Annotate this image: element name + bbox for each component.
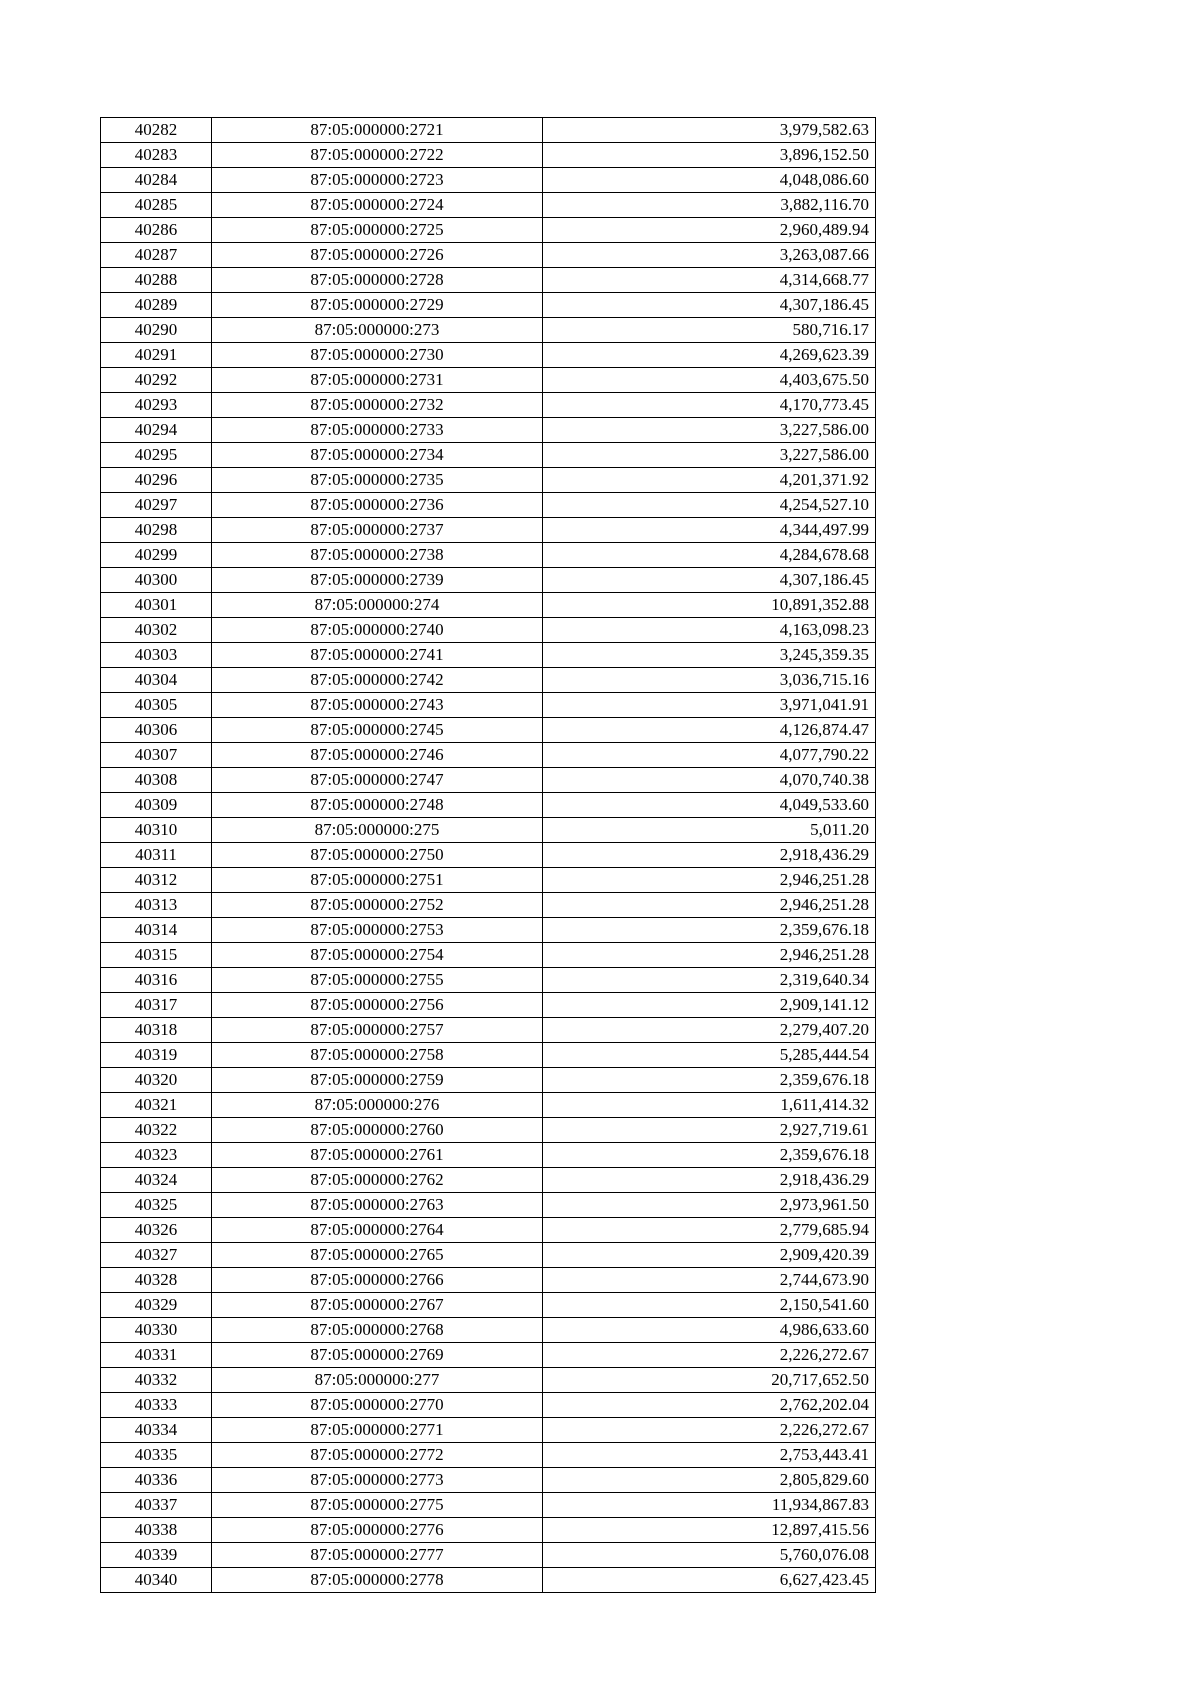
cadastral-number-cell: 87:05:000000:274 <box>212 593 543 618</box>
value-cell: 2,909,420.39 <box>543 1243 876 1268</box>
cadastral-number-cell: 87:05:000000:2745 <box>212 718 543 743</box>
row-number-cell: 40293 <box>101 393 212 418</box>
table-row <box>101 718 876 743</box>
value-cell: 5,285,444.54 <box>543 1043 876 1068</box>
table-row <box>101 918 876 943</box>
cadastral-number-cell: 87:05:000000:276 <box>212 1093 543 1118</box>
value-cell: 4,163,098.23 <box>543 618 876 643</box>
value-cell: 3,882,116.70 <box>543 193 876 218</box>
row-number-cell: 40304 <box>101 668 212 693</box>
table-row <box>101 218 876 243</box>
table-row <box>101 243 876 268</box>
row-number-cell: 40340 <box>101 1568 212 1593</box>
row-number-cell: 40308 <box>101 768 212 793</box>
table-row <box>101 318 876 343</box>
row-number-cell: 40292 <box>101 368 212 393</box>
row-number-cell: 40286 <box>101 218 212 243</box>
table-row <box>101 668 876 693</box>
value-cell: 3,263,087.66 <box>543 243 876 268</box>
value-cell: 4,201,371.92 <box>543 468 876 493</box>
cadastral-number-cell: 87:05:000000:2762 <box>212 1168 543 1193</box>
table-row <box>101 1018 876 1043</box>
cadastral-number-cell: 87:05:000000:2734 <box>212 443 543 468</box>
row-number-cell: 40309 <box>101 793 212 818</box>
table-row <box>101 1043 876 1068</box>
value-cell: 4,344,497.99 <box>543 518 876 543</box>
value-cell: 4,314,668.77 <box>543 268 876 293</box>
table-row <box>101 1568 876 1593</box>
cadastral-number-cell: 87:05:000000:2773 <box>212 1468 543 1493</box>
cadastral-number-cell: 87:05:000000:2750 <box>212 843 543 868</box>
value-cell: 1,611,414.32 <box>543 1093 876 1118</box>
row-number-cell: 40327 <box>101 1243 212 1268</box>
cadastral-number-cell: 87:05:000000:2751 <box>212 868 543 893</box>
row-number-cell: 40313 <box>101 893 212 918</box>
value-cell: 2,779,685.94 <box>543 1218 876 1243</box>
value-cell: 2,226,272.67 <box>543 1418 876 1443</box>
value-cell: 3,227,586.00 <box>543 443 876 468</box>
table-row <box>101 368 876 393</box>
table-row <box>101 193 876 218</box>
row-number-cell: 40296 <box>101 468 212 493</box>
table-body <box>101 118 876 1593</box>
value-cell: 2,319,640.34 <box>543 968 876 993</box>
table-row <box>101 1518 876 1543</box>
table-row <box>101 893 876 918</box>
value-cell: 2,226,272.67 <box>543 1343 876 1368</box>
table-row <box>101 1168 876 1193</box>
value-cell: 2,927,719.61 <box>543 1118 876 1143</box>
table-row <box>101 1418 876 1443</box>
row-number-cell: 40325 <box>101 1193 212 1218</box>
row-number-cell: 40305 <box>101 693 212 718</box>
table-row <box>101 518 876 543</box>
cadastral-number-cell: 87:05:000000:2754 <box>212 943 543 968</box>
row-number-cell: 40336 <box>101 1468 212 1493</box>
value-cell: 20,717,652.50 <box>543 1368 876 1393</box>
value-cell: 6,627,423.45 <box>543 1568 876 1593</box>
value-cell: 4,284,678.68 <box>543 543 876 568</box>
table-row <box>101 1468 876 1493</box>
cadastral-number-cell: 87:05:000000:2746 <box>212 743 543 768</box>
value-cell: 2,744,673.90 <box>543 1268 876 1293</box>
row-number-cell: 40306 <box>101 718 212 743</box>
cadastral-number-cell: 87:05:000000:2721 <box>212 118 543 143</box>
cadastral-number-cell: 87:05:000000:2725 <box>212 218 543 243</box>
value-cell: 5,011.20 <box>543 818 876 843</box>
value-cell: 4,986,633.60 <box>543 1318 876 1343</box>
cadastral-number-cell: 87:05:000000:2735 <box>212 468 543 493</box>
value-cell: 2,946,251.28 <box>543 943 876 968</box>
table-row <box>101 1343 876 1368</box>
table-row <box>101 843 876 868</box>
cadastral-number-cell: 87:05:000000:277 <box>212 1368 543 1393</box>
cadastral-number-cell: 87:05:000000:2772 <box>212 1443 543 1468</box>
value-cell: 2,918,436.29 <box>543 843 876 868</box>
value-cell: 4,048,086.60 <box>543 168 876 193</box>
value-cell: 2,762,202.04 <box>543 1393 876 1418</box>
table-row <box>101 1193 876 1218</box>
cadastral-number-cell: 87:05:000000:2775 <box>212 1493 543 1518</box>
value-cell: 2,753,443.41 <box>543 1443 876 1468</box>
row-number-cell: 40314 <box>101 918 212 943</box>
cadastral-number-cell: 87:05:000000:2739 <box>212 568 543 593</box>
row-number-cell: 40298 <box>101 518 212 543</box>
row-number-cell: 40290 <box>101 318 212 343</box>
table-row <box>101 1093 876 1118</box>
cadastral-number-cell: 87:05:000000:2776 <box>212 1518 543 1543</box>
cadastral-number-cell: 87:05:000000:2740 <box>212 618 543 643</box>
cadastral-number-cell: 87:05:000000:2753 <box>212 918 543 943</box>
value-cell: 2,909,141.12 <box>543 993 876 1018</box>
value-cell: 3,245,359.35 <box>543 643 876 668</box>
cadastral-number-cell: 87:05:000000:2778 <box>212 1568 543 1593</box>
cadastral-number-cell: 87:05:000000:2743 <box>212 693 543 718</box>
cadastral-number-cell: 87:05:000000:2757 <box>212 1018 543 1043</box>
value-cell: 4,126,874.47 <box>543 718 876 743</box>
table-row <box>101 643 876 668</box>
cadastral-number-cell: 87:05:000000:2752 <box>212 893 543 918</box>
table-row <box>101 543 876 568</box>
row-number-cell: 40330 <box>101 1318 212 1343</box>
table-row <box>101 1068 876 1093</box>
cadastral-number-cell: 87:05:000000:2759 <box>212 1068 543 1093</box>
row-number-cell: 40331 <box>101 1343 212 1368</box>
row-number-cell: 40316 <box>101 968 212 993</box>
value-cell: 4,254,527.10 <box>543 493 876 518</box>
table-row <box>101 593 876 618</box>
table-row <box>101 943 876 968</box>
row-number-cell: 40289 <box>101 293 212 318</box>
value-cell: 4,307,186.45 <box>543 568 876 593</box>
row-number-cell: 40287 <box>101 243 212 268</box>
value-cell: 2,918,436.29 <box>543 1168 876 1193</box>
row-number-cell: 40329 <box>101 1293 212 1318</box>
cadastral-number-cell: 87:05:000000:2755 <box>212 968 543 993</box>
table-row <box>101 1368 876 1393</box>
row-number-cell: 40307 <box>101 743 212 768</box>
table-row <box>101 768 876 793</box>
table-row <box>101 693 876 718</box>
value-cell: 3,971,041.91 <box>543 693 876 718</box>
cadastral-number-cell: 87:05:000000:2765 <box>212 1243 543 1268</box>
row-number-cell: 40318 <box>101 1018 212 1043</box>
value-cell: 4,269,623.39 <box>543 343 876 368</box>
row-number-cell: 40323 <box>101 1143 212 1168</box>
table-row <box>101 1543 876 1568</box>
row-number-cell: 40302 <box>101 618 212 643</box>
row-number-cell: 40300 <box>101 568 212 593</box>
row-number-cell: 40321 <box>101 1093 212 1118</box>
table-row <box>101 143 876 168</box>
value-cell: 4,070,740.38 <box>543 768 876 793</box>
table-row <box>101 1218 876 1243</box>
cadastral-number-cell: 87:05:000000:2736 <box>212 493 543 518</box>
cadastral-number-cell: 87:05:000000:2770 <box>212 1393 543 1418</box>
cadastral-number-cell: 87:05:000000:2730 <box>212 343 543 368</box>
value-cell: 2,960,489.94 <box>543 218 876 243</box>
cadastral-number-cell: 87:05:000000:2747 <box>212 768 543 793</box>
table-row <box>101 268 876 293</box>
row-number-cell: 40301 <box>101 593 212 618</box>
cadastral-number-cell: 87:05:000000:2733 <box>212 418 543 443</box>
cadastral-number-cell: 87:05:000000:2732 <box>212 393 543 418</box>
table-row <box>101 493 876 518</box>
table-row <box>101 293 876 318</box>
row-number-cell: 40303 <box>101 643 212 668</box>
row-number-cell: 40284 <box>101 168 212 193</box>
value-cell: 2,359,676.18 <box>543 1143 876 1168</box>
value-cell: 3,979,582.63 <box>543 118 876 143</box>
value-cell: 2,279,407.20 <box>543 1018 876 1043</box>
row-number-cell: 40282 <box>101 118 212 143</box>
table-row <box>101 443 876 468</box>
row-number-cell: 40320 <box>101 1068 212 1093</box>
cadastral-number-cell: 87:05:000000:275 <box>212 818 543 843</box>
table-row <box>101 468 876 493</box>
cadastral-number-cell: 87:05:000000:2738 <box>212 543 543 568</box>
cadastral-number-cell: 87:05:000000:2741 <box>212 643 543 668</box>
cadastral-number-cell: 87:05:000000:2777 <box>212 1543 543 1568</box>
value-cell: 2,946,251.28 <box>543 868 876 893</box>
table-row <box>101 1143 876 1168</box>
value-cell: 4,307,186.45 <box>543 293 876 318</box>
table-row <box>101 1268 876 1293</box>
value-cell: 4,077,790.22 <box>543 743 876 768</box>
table-row <box>101 393 876 418</box>
value-cell: 12,897,415.56 <box>543 1518 876 1543</box>
value-cell: 2,946,251.28 <box>543 893 876 918</box>
cadastral-number-cell: 87:05:000000:2771 <box>212 1418 543 1443</box>
cadastral-number-cell: 87:05:000000:2768 <box>212 1318 543 1343</box>
row-number-cell: 40337 <box>101 1493 212 1518</box>
row-number-cell: 40315 <box>101 943 212 968</box>
table-row <box>101 1118 876 1143</box>
value-cell: 3,896,152.50 <box>543 143 876 168</box>
value-cell: 5,760,076.08 <box>543 1543 876 1568</box>
cadastral-number-cell: 87:05:000000:2766 <box>212 1268 543 1293</box>
row-number-cell: 40317 <box>101 993 212 1018</box>
cadastral-number-cell: 87:05:000000:2722 <box>212 143 543 168</box>
cadastral-number-cell: 87:05:000000:2764 <box>212 1218 543 1243</box>
row-number-cell: 40311 <box>101 843 212 868</box>
cadastral-number-cell: 87:05:000000:2761 <box>212 1143 543 1168</box>
cadastral-number-cell: 87:05:000000:2729 <box>212 293 543 318</box>
row-number-cell: 40322 <box>101 1118 212 1143</box>
row-number-cell: 40285 <box>101 193 212 218</box>
row-number-cell: 40288 <box>101 268 212 293</box>
table-row <box>101 1393 876 1418</box>
value-cell: 4,403,675.50 <box>543 368 876 393</box>
cadastral-number-cell: 87:05:000000:273 <box>212 318 543 343</box>
table-row <box>101 568 876 593</box>
row-number-cell: 40294 <box>101 418 212 443</box>
table-row <box>101 868 876 893</box>
table-row <box>101 743 876 768</box>
cadastral-number-cell: 87:05:000000:2728 <box>212 268 543 293</box>
table-row <box>101 1493 876 1518</box>
row-number-cell: 40328 <box>101 1268 212 1293</box>
value-cell: 2,150,541.60 <box>543 1293 876 1318</box>
row-number-cell: 40283 <box>101 143 212 168</box>
row-number-cell: 40299 <box>101 543 212 568</box>
row-number-cell: 40339 <box>101 1543 212 1568</box>
table-row <box>101 1243 876 1268</box>
cadastral-number-cell: 87:05:000000:2769 <box>212 1343 543 1368</box>
cadastral-number-cell: 87:05:000000:2760 <box>212 1118 543 1143</box>
row-number-cell: 40333 <box>101 1393 212 1418</box>
table-row <box>101 1318 876 1343</box>
cadastral-number-cell: 87:05:000000:2724 <box>212 193 543 218</box>
cadastral-number-cell: 87:05:000000:2748 <box>212 793 543 818</box>
cadastral-number-cell: 87:05:000000:2731 <box>212 368 543 393</box>
value-cell: 4,049,533.60 <box>543 793 876 818</box>
value-cell: 580,716.17 <box>543 318 876 343</box>
row-number-cell: 40324 <box>101 1168 212 1193</box>
table-row <box>101 793 876 818</box>
row-number-cell: 40291 <box>101 343 212 368</box>
row-number-cell: 40332 <box>101 1368 212 1393</box>
table-row <box>101 618 876 643</box>
value-cell: 11,934,867.83 <box>543 1493 876 1518</box>
cadastral-number-cell: 87:05:000000:2758 <box>212 1043 543 1068</box>
cadastral-number-cell: 87:05:000000:2742 <box>212 668 543 693</box>
value-cell: 2,805,829.60 <box>543 1468 876 1493</box>
table-row <box>101 1443 876 1468</box>
table-row <box>101 993 876 1018</box>
table-row <box>101 343 876 368</box>
row-number-cell: 40297 <box>101 493 212 518</box>
cadastral-number-cell: 87:05:000000:2767 <box>212 1293 543 1318</box>
value-cell: 2,973,961.50 <box>543 1193 876 1218</box>
value-cell: 4,170,773.45 <box>543 393 876 418</box>
table-row <box>101 168 876 193</box>
cadastral-number-cell: 87:05:000000:2756 <box>212 993 543 1018</box>
row-number-cell: 40338 <box>101 1518 212 1543</box>
value-cell: 3,227,586.00 <box>543 418 876 443</box>
table-row <box>101 118 876 143</box>
data-table <box>100 117 876 1593</box>
table-row <box>101 818 876 843</box>
cadastral-number-cell: 87:05:000000:2763 <box>212 1193 543 1218</box>
row-number-cell: 40319 <box>101 1043 212 1068</box>
table-row <box>101 968 876 993</box>
row-number-cell: 40335 <box>101 1443 212 1468</box>
value-cell: 10,891,352.88 <box>543 593 876 618</box>
row-number-cell: 40310 <box>101 818 212 843</box>
row-number-cell: 40295 <box>101 443 212 468</box>
row-number-cell: 40326 <box>101 1218 212 1243</box>
cadastral-number-cell: 87:05:000000:2723 <box>212 168 543 193</box>
value-cell: 2,359,676.18 <box>543 918 876 943</box>
value-cell: 2,359,676.18 <box>543 1068 876 1093</box>
row-number-cell: 40312 <box>101 868 212 893</box>
cadastral-number-cell: 87:05:000000:2726 <box>212 243 543 268</box>
row-number-cell: 40334 <box>101 1418 212 1443</box>
cadastral-number-cell: 87:05:000000:2737 <box>212 518 543 543</box>
table-row <box>101 418 876 443</box>
table-row <box>101 1293 876 1318</box>
value-cell: 3,036,715.16 <box>543 668 876 693</box>
